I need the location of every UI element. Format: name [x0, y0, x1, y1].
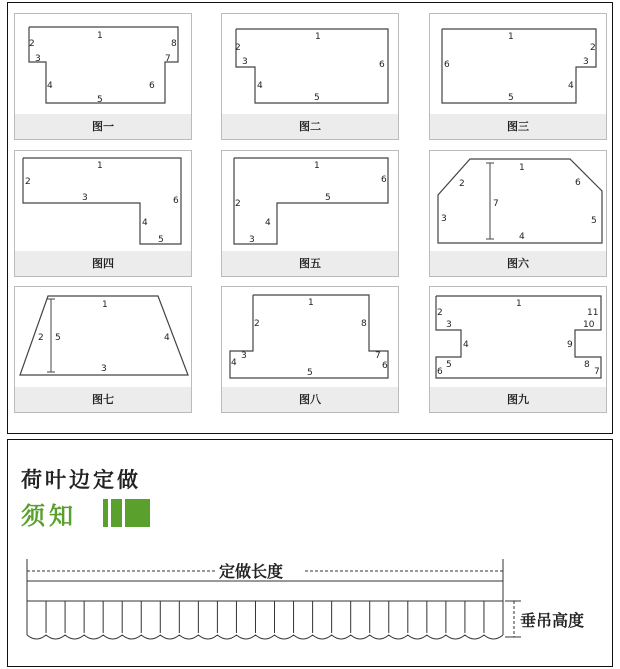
- ruffle-pleats: [27, 601, 503, 635]
- label: 4: [568, 81, 574, 91]
- figure-caption: 图一: [15, 114, 191, 139]
- figure-2-shape: [222, 14, 398, 114]
- label: 4: [463, 340, 469, 350]
- label: 1: [519, 163, 525, 173]
- label: 2: [254, 319, 260, 329]
- label: 2: [437, 308, 443, 318]
- ruffle-scallop-edge: [27, 635, 503, 639]
- label: 5: [446, 360, 452, 370]
- figure-card-8: [221, 286, 399, 413]
- figure-1-shape: [15, 14, 191, 114]
- figure-9-shape: [430, 287, 606, 387]
- notice-heading: 荷叶边定做: [21, 468, 141, 492]
- label: 1: [315, 32, 321, 42]
- figure-8-shape: [222, 287, 398, 387]
- figure-caption: 图五: [222, 251, 398, 276]
- label: 3: [241, 351, 247, 361]
- figure-card-9: [429, 286, 607, 413]
- ruffle-measure-diagram: [15, 555, 610, 655]
- label: 2: [25, 177, 31, 187]
- label: 1: [516, 299, 522, 309]
- label: 6: [382, 361, 388, 371]
- accent-bar: [103, 499, 108, 527]
- label: 3: [35, 54, 41, 64]
- label: 3: [446, 320, 452, 330]
- label: 5: [158, 235, 164, 245]
- figure-caption: 图八: [222, 387, 398, 412]
- figure-caption: 图九: [430, 387, 606, 412]
- label: 6: [149, 81, 155, 91]
- label: 6: [381, 175, 387, 185]
- label: 2: [38, 333, 44, 343]
- label: 3: [249, 235, 255, 245]
- label: 7: [594, 367, 600, 377]
- label: 4: [257, 81, 263, 91]
- label: 8: [361, 319, 367, 329]
- label: 6: [379, 60, 385, 70]
- figure-caption: 图七: [15, 387, 191, 412]
- label: 2: [235, 43, 241, 53]
- label: 1: [314, 161, 320, 171]
- label: 4: [47, 81, 53, 91]
- figure-caption: 图六: [430, 251, 606, 276]
- label: 7: [165, 54, 171, 64]
- label: 5: [307, 368, 313, 378]
- label: 11: [587, 308, 599, 318]
- label: 8: [171, 39, 177, 49]
- label: 1: [508, 32, 514, 42]
- label: 7: [493, 199, 499, 209]
- figure-card-1: [14, 13, 192, 140]
- figure-card-7: [14, 286, 192, 413]
- figure-card-3: [429, 13, 607, 140]
- label: 4: [164, 333, 170, 343]
- label: 6: [173, 196, 179, 206]
- label: 10: [583, 320, 595, 330]
- figure-5-shape: [222, 151, 398, 251]
- label: 5: [314, 93, 320, 103]
- figure-caption: 图二: [222, 114, 398, 139]
- label: 8: [584, 360, 590, 370]
- accent-bar: [111, 499, 122, 527]
- label: 6: [437, 367, 443, 377]
- label: 2: [590, 43, 596, 53]
- label: 4: [231, 358, 237, 368]
- notice-subheading: 须知: [21, 502, 77, 530]
- label: 6: [575, 178, 581, 188]
- length-label: 定做长度: [219, 562, 284, 581]
- label: 1: [308, 298, 314, 308]
- label: 1: [97, 161, 103, 171]
- drop-label: 垂吊高度: [520, 611, 585, 630]
- label: 3: [441, 214, 447, 224]
- label: 4: [519, 232, 525, 242]
- ruffle-header: [27, 581, 503, 601]
- label: 6: [444, 60, 450, 70]
- label: 2: [459, 179, 465, 189]
- figure-card-4: [14, 150, 192, 277]
- figure-4-shape: [15, 151, 191, 251]
- label: 7: [375, 351, 381, 361]
- figure-card-2: [221, 13, 399, 140]
- label: 5: [325, 193, 331, 203]
- figure-3-shape: [430, 14, 606, 114]
- figure-6-shape: [430, 151, 606, 251]
- label: 5: [508, 93, 514, 103]
- figure-7-shape: [15, 287, 191, 387]
- label: 2: [235, 199, 241, 209]
- label: 3: [583, 57, 589, 67]
- figure-card-6: [429, 150, 607, 277]
- label: 5: [55, 333, 61, 343]
- figure-caption: 图三: [430, 114, 606, 139]
- label: 1: [102, 300, 108, 310]
- label: 5: [97, 95, 103, 105]
- label: 3: [82, 193, 88, 203]
- label: 5: [591, 216, 597, 226]
- label: 4: [265, 218, 271, 228]
- figure-caption: 图四: [15, 251, 191, 276]
- label: 2: [29, 39, 35, 49]
- label: 3: [242, 57, 248, 67]
- label: 3: [101, 364, 107, 374]
- figure-card-5: [221, 150, 399, 277]
- accent-bar: [125, 499, 150, 527]
- label: 1: [97, 31, 103, 41]
- label: 9: [567, 340, 573, 350]
- label: 4: [142, 218, 148, 228]
